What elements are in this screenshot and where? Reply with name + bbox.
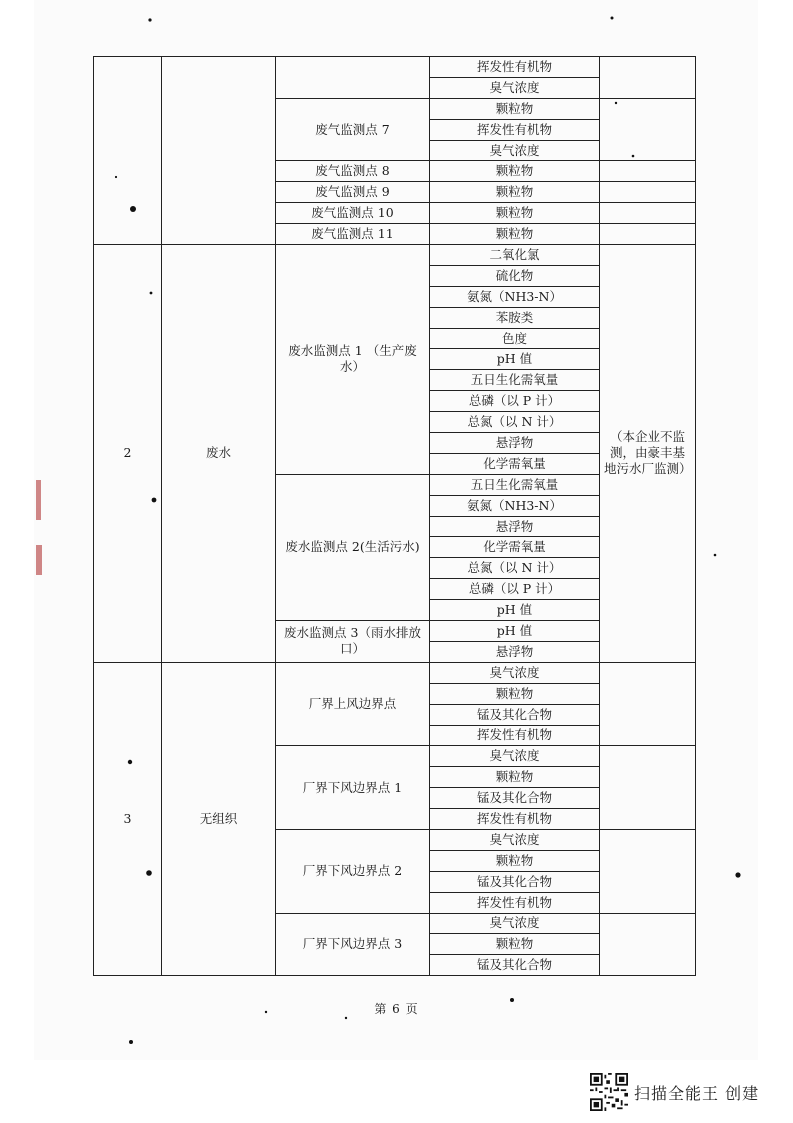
monitoring-item-cell: 锰及其化合物: [430, 871, 600, 892]
monitoring-item-cell: 臭气浓度: [430, 913, 600, 934]
monitoring-item-cell: 氨氮（NH3-N）: [430, 495, 600, 516]
monitoring-point-cell: 废水监测点 1 （生产废水）: [276, 245, 430, 475]
category-cell: 废水: [162, 245, 276, 663]
monitoring-item-cell: 挥发性有机物: [430, 892, 600, 913]
remark-cell: （本企业不监测，由豪丰基地污水厂监测）: [600, 245, 696, 663]
monitoring-item-cell: 颗粒物: [430, 161, 600, 182]
monitoring-item-cell: 颗粒物: [430, 850, 600, 871]
monitoring-item-cell: 色度: [430, 328, 600, 349]
monitoring-item-cell: 颗粒物: [430, 182, 600, 203]
qr-code-icon: [590, 1073, 628, 1111]
monitoring-item-cell: 颗粒物: [430, 203, 600, 224]
monitoring-item-cell: 五日生化需氧量: [430, 370, 600, 391]
monitoring-item-cell: 颗粒物: [430, 683, 600, 704]
remark-cell: [600, 913, 696, 976]
monitoring-item-cell: 臭气浓度: [430, 77, 600, 98]
remark-cell: [600, 57, 696, 99]
monitoring-point-cell: 厂界下风边界点 3: [276, 913, 430, 976]
monitoring-item-cell: 五日生化需氧量: [430, 474, 600, 495]
monitoring-item-cell: pH 值: [430, 600, 600, 621]
monitoring-item-cell: 颗粒物: [430, 767, 600, 788]
table-row: [94, 662, 696, 683]
monitoring-point-cell: 厂界下风边界点 2: [276, 829, 430, 913]
monitoring-item-cell: 总氮（以 N 计）: [430, 558, 600, 579]
monitoring-item-cell: 臭气浓度: [430, 662, 600, 683]
monitoring-item-cell: 总磷（以 P 计）: [430, 579, 600, 600]
monitoring-item-cell: 锰及其化合物: [430, 788, 600, 809]
monitoring-item-cell: 苯胺类: [430, 307, 600, 328]
group-number-cell: 2: [94, 245, 162, 663]
monitoring-item-cell: 挥发性有机物: [430, 57, 600, 78]
monitoring-item-cell: 颗粒物: [430, 98, 600, 119]
scanner-brand-text: 扫描全能王 创建: [634, 1083, 760, 1103]
monitoring-item-cell: 挥发性有机物: [430, 809, 600, 830]
monitoring-item-cell: 锰及其化合物: [430, 704, 600, 725]
remark-cell: [600, 746, 696, 830]
monitoring-item-cell: 悬浮物: [430, 641, 600, 662]
remark-cell: [600, 203, 696, 224]
monitoring-item-cell: 颗粒物: [430, 224, 600, 245]
monitoring-item-cell: 锰及其化合物: [430, 955, 600, 976]
monitoring-point-cell: 废气监测点 8: [276, 161, 430, 182]
monitoring-point-cell: 厂界下风边界点 1: [276, 746, 430, 830]
monitoring-item-cell: 总氮（以 N 计）: [430, 412, 600, 433]
monitoring-point-cell: 废气监测点 11: [276, 224, 430, 245]
monitoring-item-cell: 挥发性有机物: [430, 725, 600, 746]
monitoring-item-cell: 臭气浓度: [430, 140, 600, 161]
monitoring-item-cell: 臭气浓度: [430, 746, 600, 767]
monitoring-item-cell: 化学需氧量: [430, 453, 600, 474]
monitoring-point-cell: [276, 57, 430, 99]
category-cell: 无组织: [162, 662, 276, 975]
monitoring-point-cell: 废气监测点 10: [276, 203, 430, 224]
table-row: [94, 57, 696, 78]
monitoring-item-cell: 二氧化氯: [430, 245, 600, 266]
table-row: [94, 245, 696, 266]
monitoring-item-cell: 总磷（以 P 计）: [430, 391, 600, 412]
monitoring-item-cell: 颗粒物: [430, 934, 600, 955]
remark-cell: [600, 98, 696, 161]
monitoring-point-cell: 废气监测点 7: [276, 98, 430, 161]
category-cell: [162, 57, 276, 245]
group-number-cell: [94, 57, 162, 245]
monitoring-table: [93, 56, 696, 976]
page-number: 第 6 页: [374, 1002, 419, 1016]
monitoring-point-cell: 废水监测点 2(生活污水): [276, 474, 430, 620]
monitoring-item-cell: 臭气浓度: [430, 829, 600, 850]
monitoring-item-cell: 悬浮物: [430, 433, 600, 454]
remark-cell: [600, 224, 696, 245]
monitoring-item-cell: 悬浮物: [430, 516, 600, 537]
monitoring-item-cell: pH 值: [430, 621, 600, 642]
remark-cell: [600, 161, 696, 182]
monitoring-item-cell: 化学需氧量: [430, 537, 600, 558]
monitoring-item-cell: 挥发性有机物: [430, 119, 600, 140]
monitoring-point-cell: 厂界上风边界点: [276, 662, 430, 746]
remark-cell: [600, 829, 696, 913]
scanner-watermark: [590, 1072, 759, 1112]
monitoring-point-cell: 废气监测点 9: [276, 182, 430, 203]
monitoring-point-cell: 废水监测点 3（雨水排放口）: [276, 621, 430, 663]
group-number-cell: 3: [94, 662, 162, 975]
remark-cell: [600, 662, 696, 746]
remark-cell: [600, 182, 696, 203]
monitoring-item-cell: 氨氮（NH3-N）: [430, 286, 600, 307]
monitoring-item-cell: pH 值: [430, 349, 600, 370]
monitoring-item-cell: 硫化物: [430, 265, 600, 286]
